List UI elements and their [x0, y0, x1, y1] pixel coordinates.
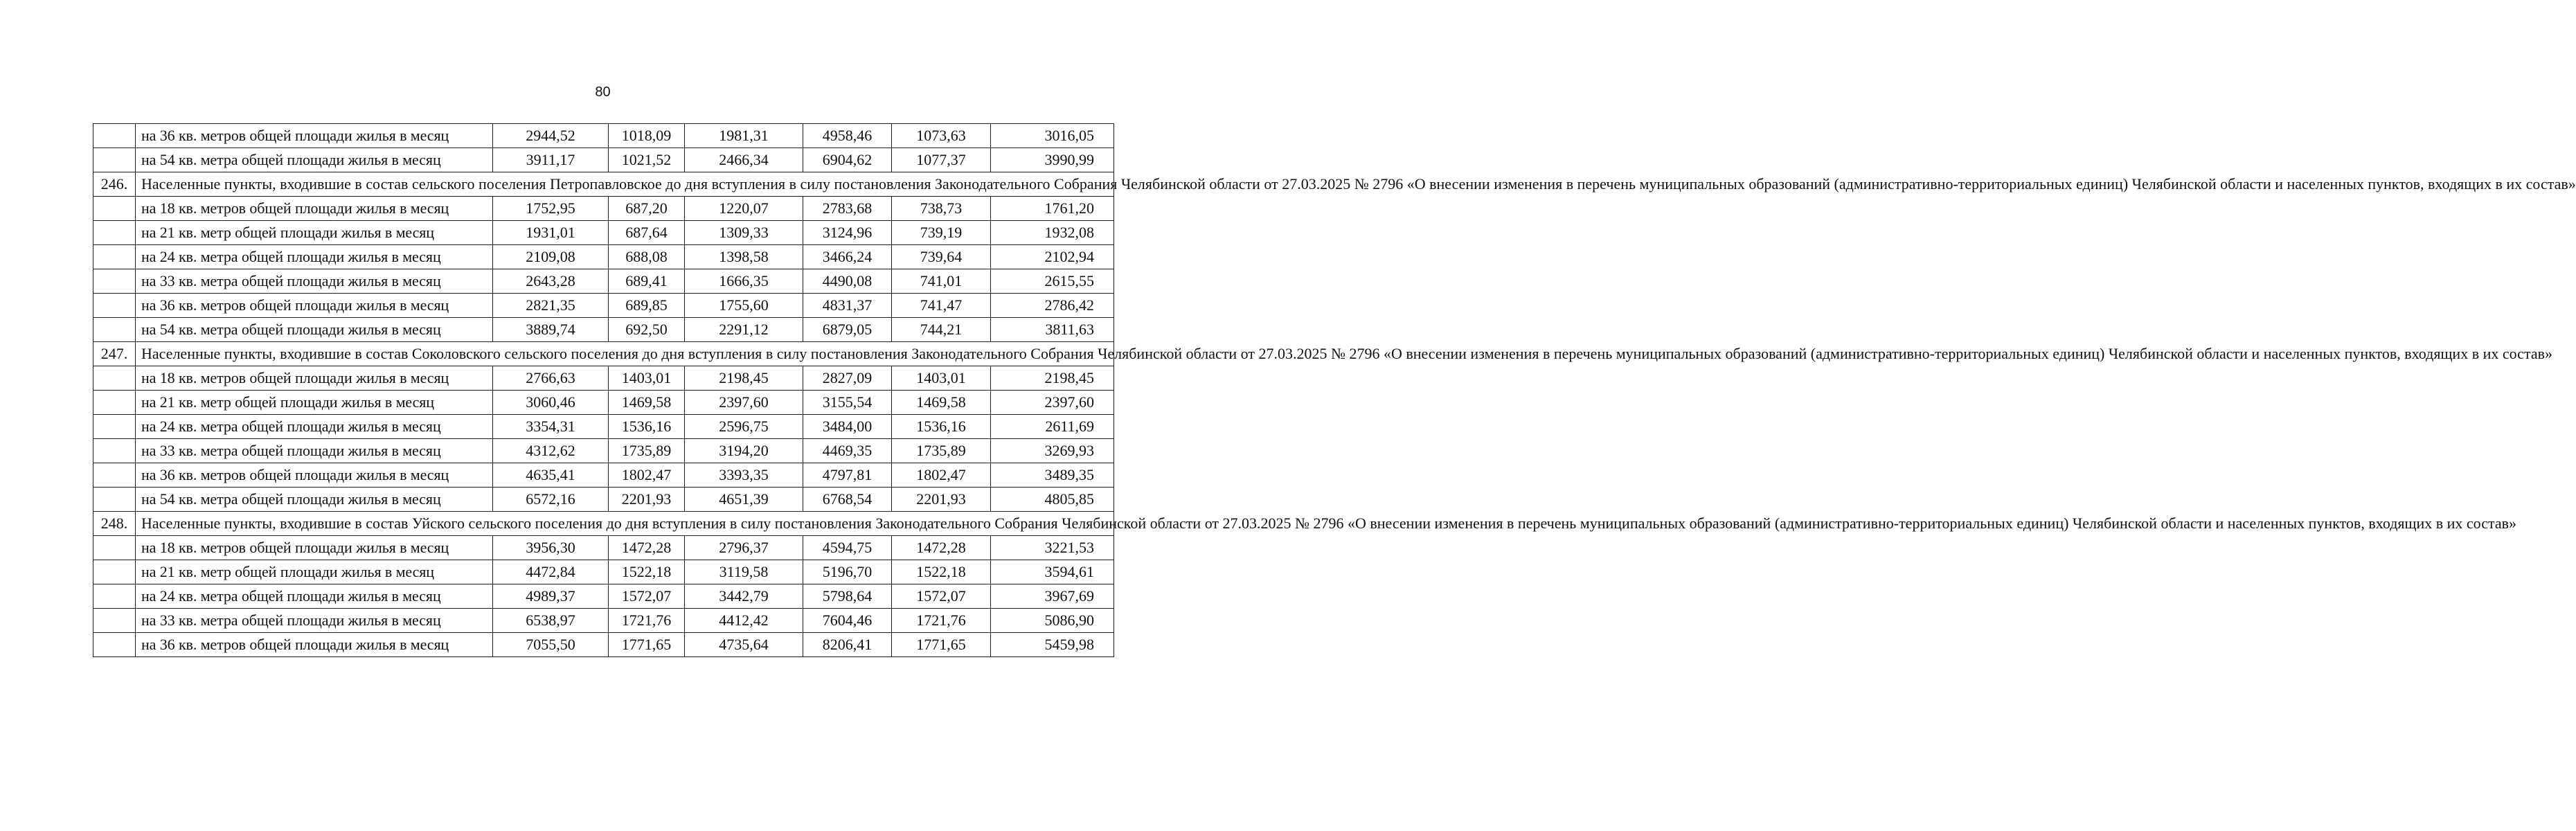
table-row: [93, 463, 1114, 488]
row-label: на 18 кв. метров общей площади жилья в месяц: [136, 366, 493, 391]
value-cell: 1469,58: [892, 391, 991, 415]
value-cell: 6768,54: [803, 488, 892, 512]
value-cell: 3060,46: [493, 391, 609, 415]
empty-number-cell: [93, 391, 136, 415]
value-cell: 4735,64: [685, 633, 803, 657]
value-cell: 1220,07: [685, 197, 803, 221]
value-cell: 6904,62: [803, 148, 892, 172]
value-cell: 1469,58: [609, 391, 685, 415]
row-label: на 54 кв. метра общей площади жилья в месяц: [136, 318, 493, 342]
value-cell: 5196,70: [803, 560, 892, 584]
value-cell: 4412,42: [685, 609, 803, 633]
empty-number-cell: [93, 415, 136, 439]
table-row: [93, 560, 1114, 584]
row-label: на 24 кв. метра общей площади жилья в месяц: [136, 415, 493, 439]
row-label: на 21 кв. метр общей площади жилья в месяц: [136, 391, 493, 415]
empty-number-cell: [93, 463, 136, 488]
value-cell: 2397,60: [685, 391, 803, 415]
table-row: [93, 439, 1114, 463]
value-cell: 1721,76: [892, 609, 991, 633]
value-cell: 1771,65: [892, 633, 991, 657]
value-cell: 3489,35: [991, 463, 1114, 488]
value-cell: 2944,52: [493, 124, 609, 148]
row-label: на 18 кв. метров общей площади жилья в месяц: [136, 536, 493, 560]
value-cell: 688,08: [609, 245, 685, 269]
value-cell: 741,01: [892, 269, 991, 294]
value-cell: 3594,61: [991, 560, 1114, 584]
table-row: [93, 318, 1114, 342]
value-cell: 3155,54: [803, 391, 892, 415]
row-label: на 36 кв. метров общей площади жилья в месяц: [136, 124, 493, 148]
table-row: [93, 221, 1114, 245]
value-cell: 1472,28: [892, 536, 991, 560]
value-cell: 2198,45: [991, 366, 1114, 391]
table-row: [93, 366, 1114, 391]
value-cell: 3119,58: [685, 560, 803, 584]
empty-number-cell: [93, 633, 136, 657]
value-cell: 4958,46: [803, 124, 892, 148]
tariff-table: [93, 123, 2576, 657]
table-row: [93, 245, 1114, 269]
value-cell: 1073,63: [892, 124, 991, 148]
value-cell: 3124,96: [803, 221, 892, 245]
value-cell: 4635,41: [493, 463, 609, 488]
value-cell: 3889,74: [493, 318, 609, 342]
value-cell: 739,19: [892, 221, 991, 245]
value-cell: 3990,99: [991, 148, 1114, 172]
value-cell: 1403,01: [892, 366, 991, 391]
value-cell: 1536,16: [892, 415, 991, 439]
table-row: [93, 536, 1114, 560]
value-cell: 2109,08: [493, 245, 609, 269]
section-number: 247.: [93, 342, 136, 366]
empty-number-cell: [93, 148, 136, 172]
empty-number-cell: [93, 245, 136, 269]
value-cell: 4805,85: [991, 488, 1114, 512]
empty-number-cell: [93, 439, 136, 463]
value-cell: 3442,79: [685, 584, 803, 609]
value-cell: 1666,35: [685, 269, 803, 294]
row-label: на 18 кв. метров общей площади жилья в месяц: [136, 197, 493, 221]
value-cell: 1752,95: [493, 197, 609, 221]
value-cell: 3269,93: [991, 439, 1114, 463]
value-cell: 738,73: [892, 197, 991, 221]
section-description: Населенные пункты, входившие в состав Уйского сельского поселения до дня вступления в силу постановления Законодательного Собрания Челябинской области от 27.03.2025 № 2796 «О внесении изменения в перечень муниципальных образований (административно-территориальных единиц) Челябинской области и населенных пунктов, входящих в их состав»: [136, 512, 1114, 536]
row-label: на 24 кв. метра общей площади жилья в месяц: [136, 584, 493, 609]
empty-number-cell: [93, 221, 136, 245]
row-label: на 21 кв. метр общей площади жилья в месяц: [136, 560, 493, 584]
value-cell: 2397,60: [991, 391, 1114, 415]
value-cell: 4469,35: [803, 439, 892, 463]
empty-number-cell: [93, 294, 136, 318]
table-row: [93, 124, 1114, 148]
table-row: [93, 294, 1114, 318]
value-cell: 6879,05: [803, 318, 892, 342]
value-cell: 3393,35: [685, 463, 803, 488]
value-cell: 4312,62: [493, 439, 609, 463]
value-cell: 2796,37: [685, 536, 803, 560]
value-cell: 5086,90: [991, 609, 1114, 633]
value-cell: 4831,37: [803, 294, 892, 318]
value-cell: 2102,94: [991, 245, 1114, 269]
value-cell: 2827,09: [803, 366, 892, 391]
value-cell: 2611,69: [991, 415, 1114, 439]
row-label: на 36 кв. метров общей площади жилья в месяц: [136, 294, 493, 318]
value-cell: 2783,68: [803, 197, 892, 221]
section-header-row: [93, 512, 1114, 536]
row-label: на 24 кв. метра общей площади жилья в месяц: [136, 245, 493, 269]
section-number: 248.: [93, 512, 136, 536]
value-cell: 8206,41: [803, 633, 892, 657]
value-cell: 1572,07: [609, 584, 685, 609]
value-cell: 1021,52: [609, 148, 685, 172]
value-cell: 2786,42: [991, 294, 1114, 318]
table-body: [93, 124, 2576, 657]
section-number: 246.: [93, 172, 136, 197]
value-cell: 1932,08: [991, 221, 1114, 245]
value-cell: 1755,60: [685, 294, 803, 318]
value-cell: 3466,24: [803, 245, 892, 269]
value-cell: 2201,93: [609, 488, 685, 512]
value-cell: 5798,64: [803, 584, 892, 609]
value-cell: 1572,07: [892, 584, 991, 609]
table-row: [93, 609, 1114, 633]
value-cell: 1802,47: [892, 463, 991, 488]
value-cell: 3016,05: [991, 124, 1114, 148]
empty-number-cell: [93, 269, 136, 294]
value-cell: 2596,75: [685, 415, 803, 439]
value-cell: 6572,16: [493, 488, 609, 512]
value-cell: 2821,35: [493, 294, 609, 318]
table-row: [93, 197, 1114, 221]
empty-number-cell: [93, 609, 136, 633]
value-cell: 1802,47: [609, 463, 685, 488]
value-cell: 1761,20: [991, 197, 1114, 221]
value-cell: 692,50: [609, 318, 685, 342]
row-label: на 33 кв. метра общей площади жилья в месяц: [136, 269, 493, 294]
row-label: на 36 кв. метров общей площади жилья в месяц: [136, 633, 493, 657]
value-cell: 687,20: [609, 197, 685, 221]
value-cell: 2466,34: [685, 148, 803, 172]
value-cell: 3811,63: [991, 318, 1114, 342]
value-cell: 1771,65: [609, 633, 685, 657]
value-cell: 4490,08: [803, 269, 892, 294]
value-cell: 1981,31: [685, 124, 803, 148]
empty-number-cell: [93, 197, 136, 221]
value-cell: 1018,09: [609, 124, 685, 148]
value-cell: 1472,28: [609, 536, 685, 560]
value-cell: 2198,45: [685, 366, 803, 391]
table-row: [93, 391, 1114, 415]
table-row: [93, 584, 1114, 609]
value-cell: 1309,33: [685, 221, 803, 245]
row-label: на 33 кв. метра общей площади жилья в месяц: [136, 609, 493, 633]
value-cell: 689,85: [609, 294, 685, 318]
table-row: [93, 269, 1114, 294]
value-cell: 4594,75: [803, 536, 892, 560]
value-cell: 689,41: [609, 269, 685, 294]
value-cell: 4651,39: [685, 488, 803, 512]
table-row: [93, 633, 1114, 657]
empty-number-cell: [93, 124, 136, 148]
value-cell: 3967,69: [991, 584, 1114, 609]
section-description: Населенные пункты, входившие в состав сельского поселения Петропавловское до дня вступления в силу постановления Законодательного Собрания Челябинской области от 27.03.2025 № 2796 «О внесении изменения в перечень муниципальных образований (административно-территориальных единиц) Челябинской области и населенных пунктов, входящих в их состав»: [136, 172, 1114, 197]
row-label: на 54 кв. метра общей площади жилья в месяц: [136, 148, 493, 172]
empty-number-cell: [93, 488, 136, 512]
table-row: [93, 488, 1114, 512]
value-cell: 3911,17: [493, 148, 609, 172]
table-row: [93, 148, 1114, 172]
empty-number-cell: [93, 584, 136, 609]
value-cell: 5459,98: [991, 633, 1114, 657]
empty-number-cell: [93, 318, 136, 342]
value-cell: 687,64: [609, 221, 685, 245]
row-label: на 33 кв. метра общей площади жилья в месяц: [136, 439, 493, 463]
value-cell: 1735,89: [892, 439, 991, 463]
empty-number-cell: [93, 536, 136, 560]
value-cell: 7055,50: [493, 633, 609, 657]
value-cell: 3354,31: [493, 415, 609, 439]
value-cell: 1522,18: [609, 560, 685, 584]
value-cell: 3956,30: [493, 536, 609, 560]
value-cell: 2643,28: [493, 269, 609, 294]
row-label: на 36 кв. метров общей площади жилья в месяц: [136, 463, 493, 488]
value-cell: 4472,84: [493, 560, 609, 584]
value-cell: 6538,97: [493, 609, 609, 633]
value-cell: 2201,93: [892, 488, 991, 512]
value-cell: 1403,01: [609, 366, 685, 391]
value-cell: 2291,12: [685, 318, 803, 342]
value-cell: 4989,37: [493, 584, 609, 609]
value-cell: 3221,53: [991, 536, 1114, 560]
value-cell: 4797,81: [803, 463, 892, 488]
section-description: Населенные пункты, входившие в состав Соколовского сельского поселения до дня вступления в силу постановления Законодательного Собрания Челябинской области от 27.03.2025 № 2796 «О внесении изменения в перечень муниципальных образований (административно-территориальных единиц) Челябинской области и населенных пунктов, входящих в их состав»: [136, 342, 1114, 366]
section-header-row: [93, 342, 1114, 366]
value-cell: 1398,58: [685, 245, 803, 269]
value-cell: 7604,46: [803, 609, 892, 633]
value-cell: 3194,20: [685, 439, 803, 463]
value-cell: 1931,01: [493, 221, 609, 245]
value-cell: 1522,18: [892, 560, 991, 584]
value-cell: 739,64: [892, 245, 991, 269]
value-cell: 1536,16: [609, 415, 685, 439]
value-cell: 741,47: [892, 294, 991, 318]
value-cell: 1721,76: [609, 609, 685, 633]
value-cell: 1735,89: [609, 439, 685, 463]
row-label: на 21 кв. метр общей площади жилья в месяц: [136, 221, 493, 245]
value-cell: 1077,37: [892, 148, 991, 172]
value-cell: 2615,55: [991, 269, 1114, 294]
value-cell: 744,21: [892, 318, 991, 342]
row-label: на 54 кв. метра общей площади жилья в месяц: [136, 488, 493, 512]
empty-number-cell: [93, 560, 136, 584]
value-cell: 2766,63: [493, 366, 609, 391]
table-row: [93, 415, 1114, 439]
empty-number-cell: [93, 366, 136, 391]
page-number: 80: [595, 84, 611, 100]
value-cell: 3484,00: [803, 415, 892, 439]
section-header-row: [93, 172, 1114, 197]
